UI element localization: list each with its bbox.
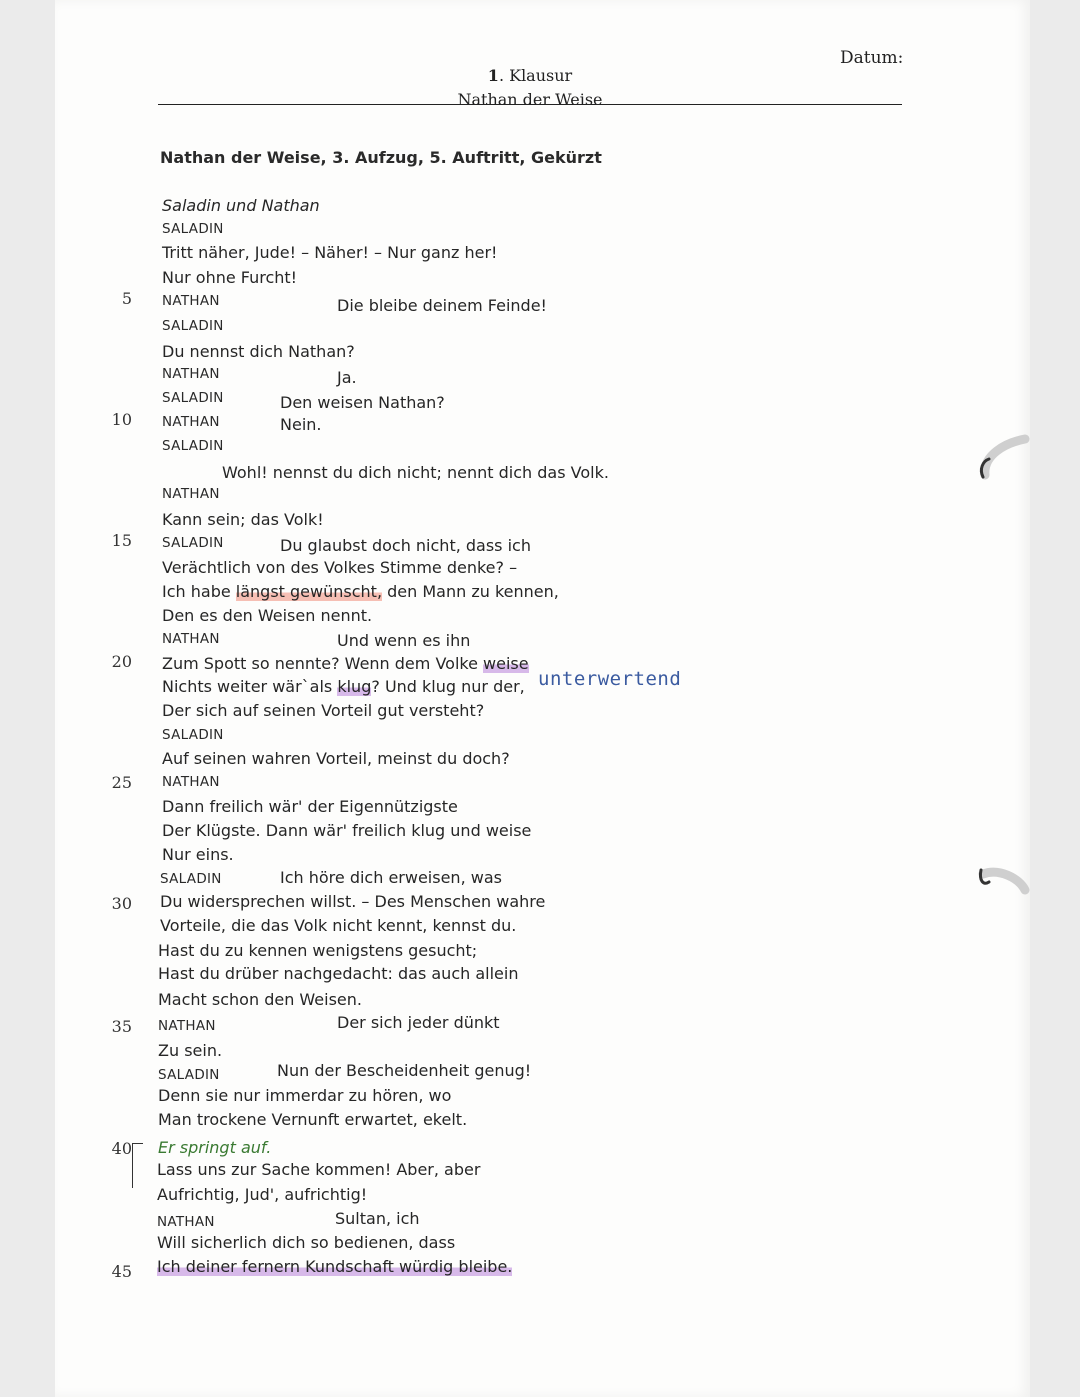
highlight-purple: klug <box>337 677 372 696</box>
line-number-15: 15 <box>111 531 132 550</box>
verse-line: Hast du zu kennen wenigstens gesucht; <box>158 941 478 960</box>
verse-line: Lass uns zur Sache kommen! Aber, aber <box>157 1160 481 1179</box>
verse-line: Den es den Weisen nennt. <box>162 606 373 625</box>
line-number-45: 45 <box>111 1262 132 1281</box>
verse-line: Vorteile, die das Volk nicht kennt, kennst du. <box>160 916 517 935</box>
verse-line: Aufrichtig, Jud', aufrichtig! <box>157 1185 368 1204</box>
speaker-saladin: SALADIN <box>162 727 224 743</box>
verse-line: Hast du drüber nachgedacht: das auch allein <box>158 964 519 983</box>
line-number-5: 5 <box>121 289 132 308</box>
verse-line: Kann sein; das Volk! <box>162 510 324 529</box>
line-number-35: 35 <box>111 1017 132 1036</box>
line-number-40: 40 <box>111 1139 132 1158</box>
verse-line: Dann freilich wär' der Eigennützigste <box>162 797 458 816</box>
speaker-saladin: SALADIN <box>160 871 222 887</box>
highlight-purple: weise <box>483 654 529 673</box>
speaker-nathan: NATHAN <box>158 1018 216 1034</box>
margin-bracket <box>132 1143 143 1188</box>
verse-line: Wohl! nennst du dich nicht; nennt dich das Volk. <box>222 463 609 482</box>
verse-line: Macht schon den Weisen. <box>158 990 362 1009</box>
line-number-25: 25 <box>111 773 132 792</box>
verse-line: Nein. <box>280 415 322 434</box>
verse-line: Der Klügste. Dann wär' freilich klug und weise <box>162 821 532 840</box>
verse-line: Ja. <box>337 368 357 387</box>
binder-ring-icon <box>975 425 1035 485</box>
header-rule <box>158 104 902 105</box>
speaker-saladin: SALADIN <box>162 390 224 406</box>
verse-line: Denn sie nur immerdar zu hören, wo <box>158 1086 452 1105</box>
speaker-saladin: SALADIN <box>158 1067 220 1083</box>
exam-label: . Klausur <box>498 66 573 85</box>
line-number-30: 30 <box>111 894 132 913</box>
verse-line: Auf seinen wahren Vorteil, meinst du doch? <box>162 749 510 768</box>
speaker-nathan: NATHAN <box>162 486 220 502</box>
verse-line: Die bleibe deinem Feinde! <box>337 296 547 315</box>
speaker-saladin: SALADIN <box>162 535 224 551</box>
speaker-nathan: NATHAN <box>157 1214 215 1230</box>
speaker-saladin: SALADIN <box>162 221 224 237</box>
scene-characters: Saladin und Nathan <box>162 196 320 215</box>
speaker-saladin: SALADIN <box>162 318 224 334</box>
verse-line: Sultan, ich <box>335 1209 420 1228</box>
exam-subject: Nathan der Weise <box>457 90 603 109</box>
line-number-20: 20 <box>111 652 132 671</box>
verse-line: Und wenn es ihn <box>337 631 471 650</box>
verse-line: Zum Spott so nennte? Wenn dem Volke weise <box>162 654 529 673</box>
exam-number: 1 <box>487 66 499 85</box>
verse-line: Du nennst dich Nathan? <box>162 342 355 361</box>
stage-direction: Er springt auf. <box>158 1138 272 1157</box>
verse-line: Der sich auf seinen Vorteil gut versteht? <box>162 701 485 720</box>
verse-line: Nun der Bescheidenheit genug! <box>277 1061 532 1080</box>
verse-line: Ich habe längst gewünscht, den Mann zu kennen, <box>162 582 559 601</box>
handwritten-note: unterwertend <box>538 668 682 690</box>
verse-line: Den weisen Nathan? <box>280 393 445 412</box>
document-heading: Nathan der Weise, 3. Aufzug, 5. Auftritt, Gekürzt <box>160 148 602 167</box>
exam-title <box>430 64 630 88</box>
highlight-purple: Ich deiner fernern Kundschaft würdig bleibe. <box>157 1257 513 1276</box>
binder-ring-icon <box>975 856 1035 916</box>
speaker-nathan: NATHAN <box>162 414 220 430</box>
verse-line: Verächtlich von des Volkes Stimme denke? – <box>162 558 518 577</box>
verse-line: Nichts weiter wär`als klug? Und klug nur der, <box>162 677 525 696</box>
line-number-10: 10 <box>111 410 132 429</box>
verse-line: Man trockene Vernunft erwartet, ekelt. <box>158 1110 468 1129</box>
verse-line: Nur eins. <box>162 845 234 864</box>
verse-line: Du widersprechen willst. – Des Menschen wahre <box>160 892 546 911</box>
verse-line: Nur ohne Furcht! <box>162 268 298 287</box>
date-label: Datum: <box>840 48 904 68</box>
verse-line: Tritt näher, Jude! – Näher! – Nur ganz her! <box>162 243 498 262</box>
speaker-nathan: NATHAN <box>162 366 220 382</box>
verse-line: Der sich jeder dünkt <box>337 1013 500 1032</box>
speaker-saladin: SALADIN <box>162 438 224 454</box>
verse-line: Du glaubst doch nicht, dass ich <box>280 536 531 555</box>
highlight-orange: längst gewünscht, <box>235 582 383 601</box>
verse-line <box>157 1257 512 1276</box>
speaker-nathan: NATHAN <box>162 631 220 647</box>
speaker-nathan: NATHAN <box>162 774 220 790</box>
speaker-nathan: NATHAN <box>162 293 220 309</box>
verse-line: Zu sein. <box>158 1041 223 1060</box>
verse-line: Ich höre dich erweisen, was <box>280 868 502 887</box>
verse-line: Will sicherlich dich so bedienen, dass <box>157 1233 456 1252</box>
